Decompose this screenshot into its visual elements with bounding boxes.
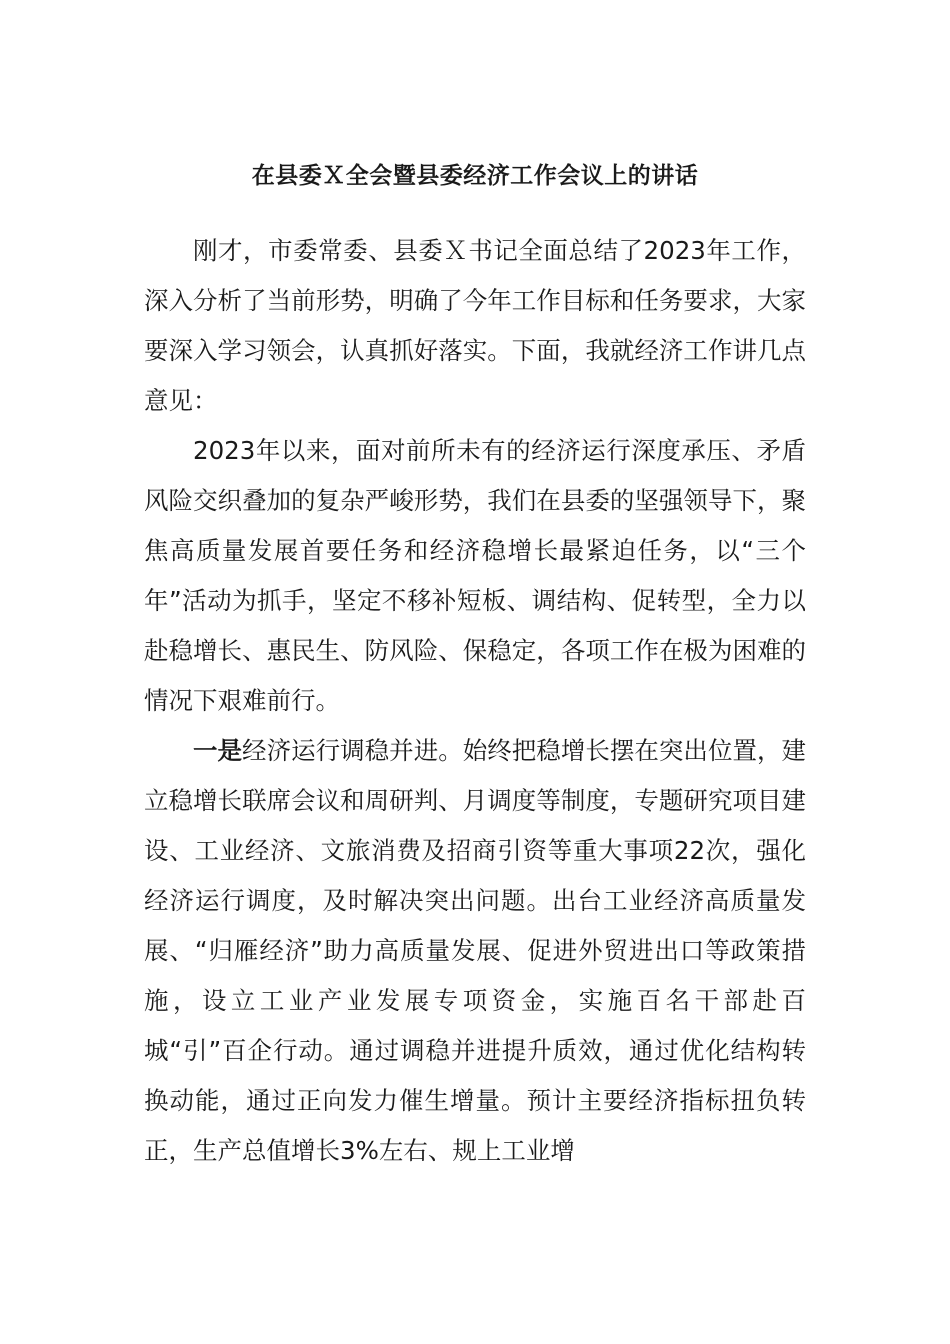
paragraph-text: 刚才，市委常委、县委Ｘ书记全面总结了2023年工作，深入分析了当前形势，明确了今年工作目标和任务要求，大家要深入学习领会，认真抓好落实。下面，我就经济工作讲几点意见： — [144, 236, 806, 415]
paragraph-lead: 一是 — [193, 736, 243, 765]
document-body — [144, 226, 806, 1176]
paragraph-1 — [144, 226, 806, 426]
paragraph-text: 经济运行调稳并进。始终把稳增长摆在突出位置，建立稳增长联席会议和周研判、月调度等制度，专题研究项目建设、工业经济、文旅消费及招商引资等重大事项22次，强化经济运行调度，及时解决突出问题。出台工业经济高质量发展、“归雁经济”助力高质量发展、促进外贸进出口等政策措施，设立工业产业发展专项资金，实施百名干部赴百城“引”百企行动。通过调稳并进提升质效，通过优化结构转换动能，通过正向发力催生增量。预计主要经济指标扭负转正，生产总值增长3%左右、规上工业增 — [144, 736, 807, 1165]
paragraph-2 — [144, 426, 806, 726]
paragraph-text: 2023年以来，面对前所未有的经济运行深度承压、矛盾风险交织叠加的复杂严峻形势，我们在县委的坚强领导下，聚焦高质量发展首要任务和经济稳增长最紧迫任务，以“三个年”活动为抓手，坚定不移补短板、调结构、促转型，全力以赴稳增长、惠民生、防风险、保稳定，各项工作在极为困难的情况下艰难前行。 — [144, 436, 806, 715]
paragraph-3 — [144, 726, 806, 1176]
document-title: 在县委Ｘ全会暨县委经济工作会议上的讲话 — [251, 163, 699, 189]
